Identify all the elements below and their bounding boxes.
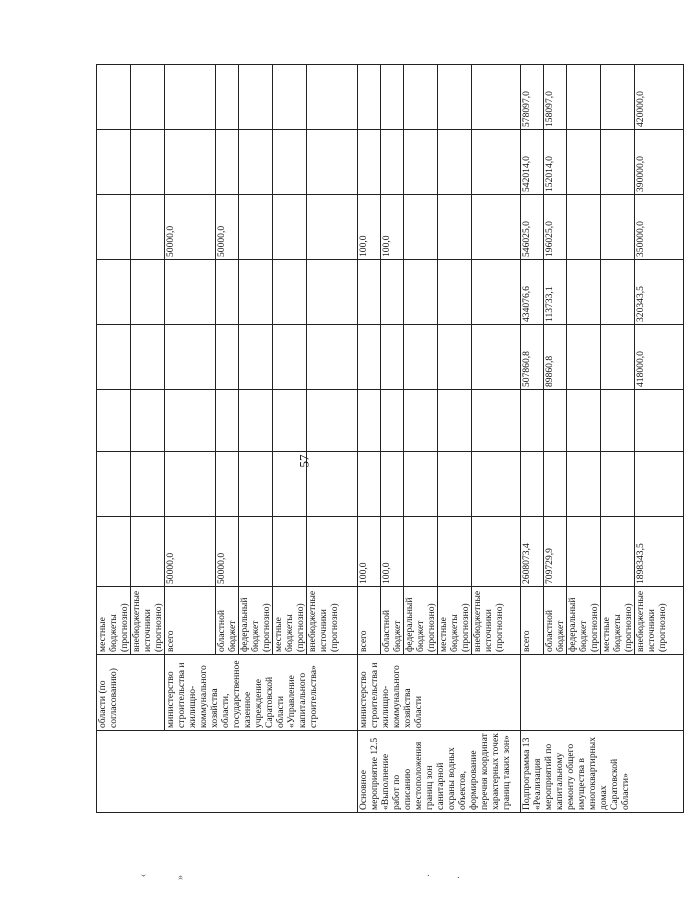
amount-cell xyxy=(165,65,216,130)
amount-cell xyxy=(404,325,438,390)
amount-cell: 158097,0 xyxy=(544,65,567,130)
amount-cell xyxy=(472,130,521,195)
amount-cell: 196025,0 xyxy=(544,195,567,260)
amount-cell xyxy=(404,390,438,452)
funding-source-cell: федеральный бюджет (прогнозно) xyxy=(404,587,438,655)
amount-cell xyxy=(438,260,472,325)
amount-cell: 100,0 xyxy=(381,517,404,587)
amount-cell xyxy=(567,325,601,390)
amount-cell xyxy=(472,517,521,587)
amount-cell xyxy=(307,452,358,517)
amount-cell xyxy=(97,390,131,452)
amount-cell xyxy=(635,452,684,517)
amount-cell: 152014,0 xyxy=(544,130,567,195)
amount-cell xyxy=(239,390,273,452)
amount-cell xyxy=(544,452,567,517)
amount-cell xyxy=(239,195,273,260)
amount-cell xyxy=(273,517,307,587)
program-cell: Основное мероприятие 12.5 «Выполнение работ по описанию местоположения границ зон санитарной охраны водных объектов, формирование перечня координат характерных точек границ таких зон» xyxy=(358,731,521,813)
amount-cell xyxy=(381,452,404,517)
amount-cell xyxy=(567,65,601,130)
table-body xyxy=(97,65,684,813)
amount-cell xyxy=(404,65,438,130)
amount-cell xyxy=(601,390,635,452)
amount-cell xyxy=(404,130,438,195)
amount-cell: 350000,0 xyxy=(635,195,684,260)
amount-cell xyxy=(165,390,216,452)
amount-cell xyxy=(438,130,472,195)
amount-cell xyxy=(165,325,216,390)
amount-cell xyxy=(216,452,239,517)
amount-cell xyxy=(404,260,438,325)
amount-cell xyxy=(438,195,472,260)
amount-cell xyxy=(358,65,381,130)
amount-cell xyxy=(438,325,472,390)
amount-cell xyxy=(307,517,358,587)
amount-cell xyxy=(381,325,404,390)
amount-cell xyxy=(97,325,131,390)
funding-source-cell: внебюджетные источники (прогнозно) xyxy=(635,587,684,655)
amount-cell: 542014,0 xyxy=(521,130,544,195)
amount-cell xyxy=(273,195,307,260)
amount-cell xyxy=(358,260,381,325)
amount-cell: 100,0 xyxy=(358,195,381,260)
margin-mark: · xyxy=(424,873,436,878)
amount-cell: 434076,6 xyxy=(521,260,544,325)
amount-cell xyxy=(307,260,358,325)
amount-cell xyxy=(97,130,131,195)
budget-table xyxy=(96,64,684,813)
amount-cell xyxy=(216,390,239,452)
amount-cell xyxy=(239,65,273,130)
margin-mark: ‹ xyxy=(138,873,150,878)
amount-cell xyxy=(273,130,307,195)
amount-cell xyxy=(97,452,131,517)
funding-source-cell: областной бюджет xyxy=(544,587,567,655)
amount-cell xyxy=(521,390,544,452)
amount-cell xyxy=(273,260,307,325)
amount-cell xyxy=(472,260,521,325)
amount-cell xyxy=(273,390,307,452)
amount-cell xyxy=(381,130,404,195)
amount-cell xyxy=(97,195,131,260)
amount-cell: 546025,0 xyxy=(521,195,544,260)
amount-cell xyxy=(307,130,358,195)
table-row xyxy=(97,65,131,813)
amount-cell xyxy=(131,195,165,260)
amount-cell xyxy=(216,65,239,130)
amount-cell: 50000,0 xyxy=(165,195,216,260)
table-row xyxy=(165,65,216,813)
amount-cell xyxy=(358,130,381,195)
amount-cell: 2608073,4 xyxy=(521,517,544,587)
amount-cell xyxy=(567,390,601,452)
funding-source-cell: всего xyxy=(165,587,216,655)
amount-cell xyxy=(131,517,165,587)
amount-cell xyxy=(472,65,521,130)
amount-cell: 390000,0 xyxy=(635,130,684,195)
amount-cell xyxy=(404,195,438,260)
amount-cell xyxy=(601,260,635,325)
amount-cell xyxy=(567,452,601,517)
amount-cell xyxy=(381,390,404,452)
amount-cell: 89860,8 xyxy=(544,325,567,390)
amount-cell xyxy=(404,517,438,587)
amount-cell xyxy=(438,517,472,587)
amount-cell xyxy=(131,65,165,130)
amount-cell xyxy=(601,517,635,587)
amount-cell xyxy=(601,65,635,130)
amount-cell xyxy=(239,130,273,195)
amount-cell xyxy=(567,195,601,260)
amount-cell xyxy=(239,517,273,587)
amount-cell: 1898343,5 xyxy=(635,517,684,587)
margin-mark: » xyxy=(175,875,186,880)
amount-cell xyxy=(97,65,131,130)
amount-cell xyxy=(601,130,635,195)
amount-cell xyxy=(521,452,544,517)
amount-cell xyxy=(472,390,521,452)
funding-source-cell: федеральный бюджет (прогнозно) xyxy=(567,587,601,655)
table-row xyxy=(521,65,544,813)
amount-cell: 50000,0 xyxy=(216,517,239,587)
amount-cell xyxy=(438,65,472,130)
amount-cell xyxy=(601,452,635,517)
amount-cell xyxy=(216,260,239,325)
amount-cell: 320343,5 xyxy=(635,260,684,325)
executor-cell: министерство строительства и жилищно-коммунального хозяйства области xyxy=(358,655,521,731)
amount-cell: 100,0 xyxy=(358,517,381,587)
funding-source-cell: местные бюджеты (прогнозно) xyxy=(97,587,131,655)
amount-cell xyxy=(131,325,165,390)
funding-source-cell: областной бюджет xyxy=(216,587,239,655)
amount-cell xyxy=(472,195,521,260)
amount-cell xyxy=(358,452,381,517)
amount-cell xyxy=(97,517,131,587)
amount-cell: 709729,9 xyxy=(544,517,567,587)
amount-cell xyxy=(239,260,273,325)
program-cell: Подпрограмма 13 «Реализация мероприятий по капитальному ремонту общего имущества в многоквартирных домах Саратовской области» xyxy=(521,731,684,813)
funding-source-cell: внебюджетные источники (прогнозно) xyxy=(131,587,165,655)
amount-cell xyxy=(381,65,404,130)
amount-cell xyxy=(131,390,165,452)
amount-cell xyxy=(165,130,216,195)
amount-cell: 418000,0 xyxy=(635,325,684,390)
amount-cell xyxy=(358,390,381,452)
amount-cell xyxy=(131,130,165,195)
funding-source-cell: местные бюджеты (прогнозно) xyxy=(601,587,635,655)
amount-cell: 50000,0 xyxy=(216,195,239,260)
amount-cell xyxy=(273,325,307,390)
funding-source-cell: внебюджетные источники (прогнозно) xyxy=(307,587,358,655)
amount-cell xyxy=(635,390,684,452)
amount-cell xyxy=(307,65,358,130)
amount-cell xyxy=(567,517,601,587)
funding-source-cell: местные бюджеты (прогнозно) xyxy=(273,587,307,655)
funding-source-cell: всего xyxy=(358,587,381,655)
amount-cell xyxy=(438,452,472,517)
page-number: 57 xyxy=(296,454,312,468)
funding-source-cell: местные бюджеты (прогнозно) xyxy=(438,587,472,655)
amount-cell xyxy=(472,452,521,517)
amount-cell xyxy=(97,260,131,325)
executor-cell: министерство строительства и жилищно-коммунального хозяйства области, государственное казенное учреждение Саратовской области «Управление капитального строительства» xyxy=(165,655,358,731)
amount-cell xyxy=(307,325,358,390)
margin-mark: · xyxy=(454,875,466,880)
amount-cell xyxy=(601,195,635,260)
funding-source-cell: областной бюджет xyxy=(381,587,404,655)
amount-cell xyxy=(358,325,381,390)
amount-cell: 113733,1 xyxy=(544,260,567,325)
amount-cell xyxy=(239,325,273,390)
amount-cell xyxy=(131,260,165,325)
funding-source-cell: внебюджетные источники (прогнозно) xyxy=(472,587,521,655)
amount-cell: 420000,0 xyxy=(635,65,684,130)
amount-cell: 578097,0 xyxy=(521,65,544,130)
amount-cell xyxy=(438,390,472,452)
amount-cell xyxy=(567,260,601,325)
program-cell xyxy=(97,731,358,813)
funding-source-cell: федеральный бюджет (прогнозно) xyxy=(239,587,273,655)
amount-cell xyxy=(601,325,635,390)
amount-cell xyxy=(567,130,601,195)
amount-cell xyxy=(544,390,567,452)
amount-cell xyxy=(273,65,307,130)
amount-cell xyxy=(381,260,404,325)
amount-cell xyxy=(131,452,165,517)
amount-cell: 507860,8 xyxy=(521,325,544,390)
amount-cell: 100,0 xyxy=(381,195,404,260)
table-row xyxy=(358,65,381,813)
amount-cell xyxy=(472,325,521,390)
amount-cell xyxy=(239,452,273,517)
amount-cell xyxy=(165,452,216,517)
amount-cell xyxy=(307,195,358,260)
amount-cell: 50000,0 xyxy=(165,517,216,587)
amount-cell xyxy=(165,260,216,325)
amount-cell xyxy=(307,390,358,452)
executor-cell xyxy=(521,655,684,731)
funding-source-cell: всего xyxy=(521,587,544,655)
executor-cell: области (по согласованию) xyxy=(97,655,165,731)
amount-cell xyxy=(216,325,239,390)
amount-cell xyxy=(216,130,239,195)
amount-cell xyxy=(404,452,438,517)
rotated-table-wrapper xyxy=(96,65,668,813)
